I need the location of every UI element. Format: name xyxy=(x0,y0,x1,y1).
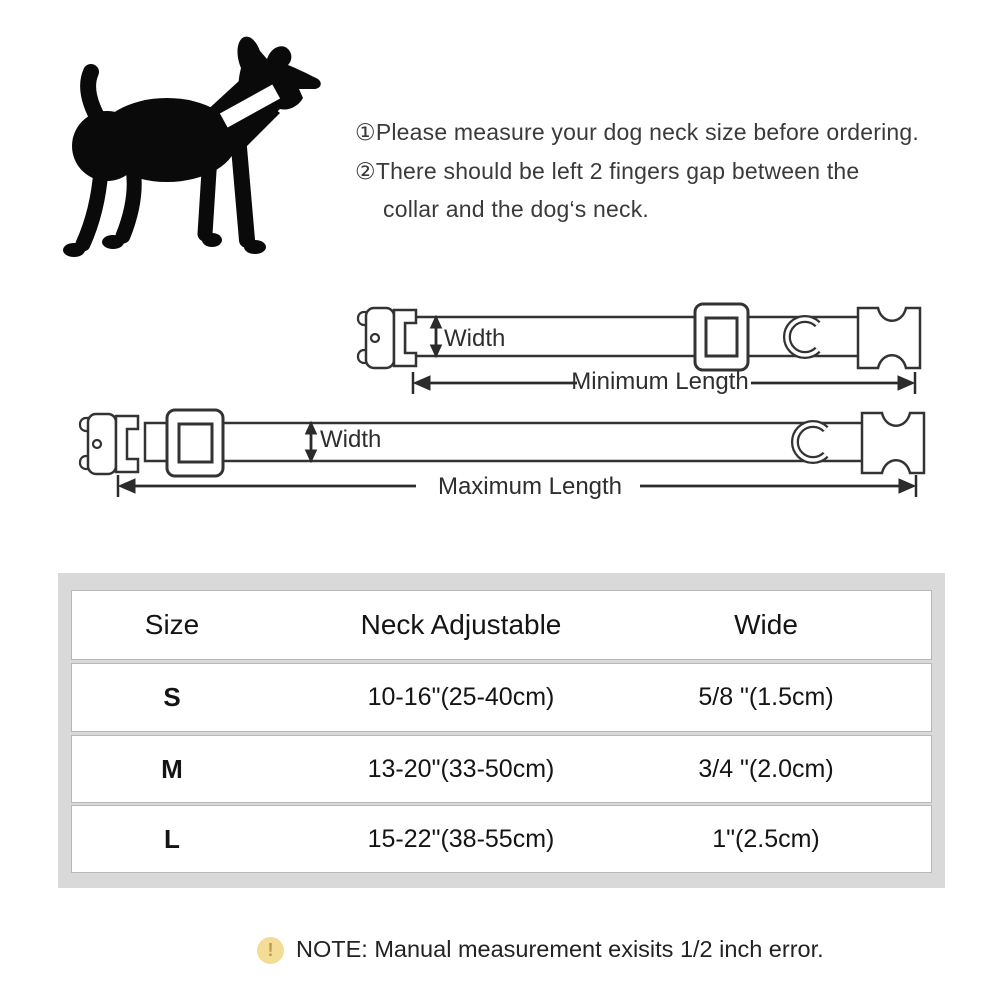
size-table xyxy=(58,573,945,888)
exclamation-icon: ! xyxy=(257,937,284,964)
cell-size: S xyxy=(163,682,181,712)
cell-size: M xyxy=(161,753,183,784)
header-size: Size xyxy=(144,609,200,640)
instruction-line-1: ①Please measure your dog neck size before ordering. xyxy=(355,119,919,145)
collar-buckle-male xyxy=(862,413,924,473)
max-length-label: Maximum Length xyxy=(437,473,623,500)
cell-wide: 5/8 "(1.5cm) xyxy=(698,683,834,711)
cell-neck: 13-20"(33-50cm) xyxy=(367,754,555,783)
note-text: NOTE: Manual measurement exisits 1/2 inch error. xyxy=(296,936,824,962)
header-neck-adjustable: Neck Adjustable xyxy=(360,609,562,640)
collar-buckle-male xyxy=(858,308,920,368)
cell-neck: 10-16"(25-40cm) xyxy=(367,683,555,711)
dog-rear-leg xyxy=(123,168,134,236)
table-row-s xyxy=(71,663,932,732)
collar-buckle-female xyxy=(80,414,138,474)
cell-wide: 3/4 "(2.0cm) xyxy=(698,754,834,783)
max-width-label: Width xyxy=(320,426,382,453)
cell-neck: 15-22"(38-55cm) xyxy=(367,824,555,853)
cell-size: L xyxy=(164,823,180,854)
min-length-label: Minimum Length xyxy=(571,368,749,395)
header-wide: Wide xyxy=(734,609,798,640)
table-row-m xyxy=(71,735,932,803)
instruction-line-3: collar and the dog‘s neck. xyxy=(383,196,650,222)
collar-strap xyxy=(145,423,868,461)
size-table-header-row xyxy=(71,590,932,660)
min-width-label: Width xyxy=(444,325,506,352)
cell-wide: 1"(2.5cm) xyxy=(712,824,820,853)
dog-silhouette-icon xyxy=(55,18,330,268)
table-row-l xyxy=(71,805,932,873)
dog-rear-leg-2 xyxy=(83,170,101,244)
instruction-line-2: ②There should be left 2 fingers gap between the xyxy=(355,158,860,184)
